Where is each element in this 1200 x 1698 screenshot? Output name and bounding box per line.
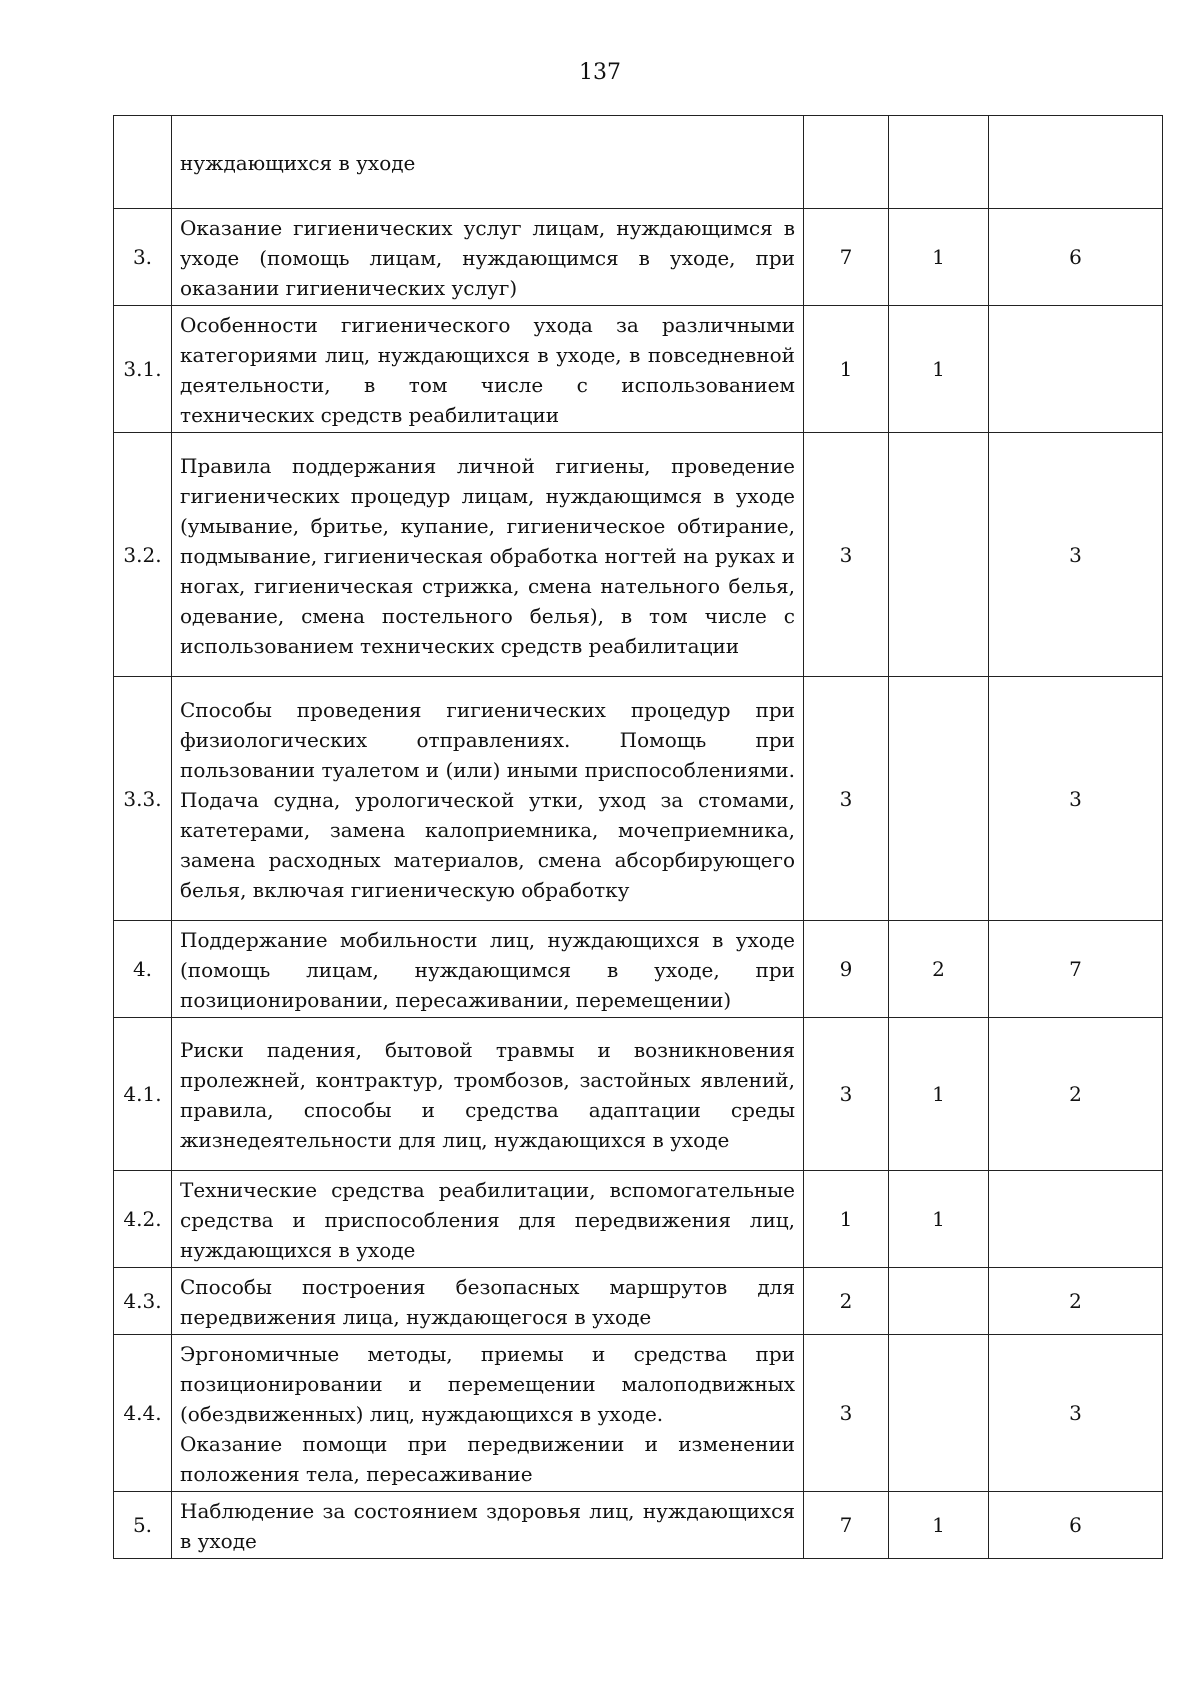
curriculum-table <box>113 115 1163 1559</box>
total-hours-cell: 9 <box>804 921 889 1018</box>
topic-cell: Эргономичные методы, приемы и средства при позиционировании и перемещении малоподвижных (обездвиженных) лиц, нуждающихся в уходе. Оказание помощи при передвижении и изменении положения тела, пересаживание <box>172 1335 804 1492</box>
table-row <box>114 1492 1163 1559</box>
practice-hours-cell: 6 <box>989 1492 1163 1559</box>
theory-hours-cell: 1 <box>889 1171 989 1268</box>
practice-hours-cell <box>989 1171 1163 1268</box>
topic-cell: Оказание гигиенических услуг лицам, нуждающимся в уходе (помощь лицам, нуждающимся в уходе, при оказании гигиенических услуг) <box>172 209 804 306</box>
row-number: 4. <box>114 921 172 1018</box>
total-hours-cell: 3 <box>804 1018 889 1171</box>
table-row <box>114 433 1163 677</box>
table-row <box>114 209 1163 306</box>
theory-hours-cell <box>889 433 989 677</box>
theory-hours-cell: 1 <box>889 1492 989 1559</box>
practice-hours-cell: 7 <box>989 921 1163 1018</box>
topic-cell: Наблюдение за состоянием здоровья лиц, нуждающихся в уходе <box>172 1492 804 1559</box>
table-row <box>114 1018 1163 1171</box>
theory-hours-cell <box>889 1268 989 1335</box>
practice-hours-cell: 2 <box>989 1268 1163 1335</box>
row-number: 3. <box>114 209 172 306</box>
row-number: 3.2. <box>114 433 172 677</box>
practice-hours-cell <box>989 306 1163 433</box>
total-hours-cell <box>804 116 889 209</box>
page-number: 137 <box>579 60 621 85</box>
topic-cell: Способы проведения гигиенических процедур при физиологических отправлениях. Помощь при пользовании туалетом и (или) иными приспособлениями. Подача судна, урологической утки, уход за стомами, катетерами, замена калоприемника, мочеприемника, замена расходных материалов, смена абсорбирующего белья, включая гигиеническую обработку <box>172 677 804 921</box>
table-row <box>114 1335 1163 1492</box>
row-number: 4.1. <box>114 1018 172 1171</box>
practice-hours-cell: 3 <box>989 433 1163 677</box>
row-number: 4.3. <box>114 1268 172 1335</box>
topic-cell: нуждающихся в уходе <box>172 116 804 209</box>
table-row <box>114 116 1163 209</box>
total-hours-cell: 7 <box>804 209 889 306</box>
total-hours-cell: 2 <box>804 1268 889 1335</box>
practice-hours-cell: 3 <box>989 1335 1163 1492</box>
theory-hours-cell <box>889 116 989 209</box>
topic-cell: Технические средства реабилитации, вспомогательные средства и приспособления для передвижения лиц, нуждающихся в уходе <box>172 1171 804 1268</box>
theory-hours-cell <box>889 1335 989 1492</box>
table-row <box>114 677 1163 921</box>
topic-cell: Способы построения безопасных маршрутов для передвижения лица, нуждающегося в уходе <box>172 1268 804 1335</box>
theory-hours-cell <box>889 677 989 921</box>
topic-cell: Правила поддержания личной гигиены, проведение гигиенических процедур лицам, нуждающимся в уходе (умывание, бритье, купание, гигиеническое обтирание, подмывание, гигиеническая обработка ногтей на руках и ногах, гигиеническая стрижка, смена нательного белья, одевание, смена постельного белья), в том числе с использованием технических средств реабилитации <box>172 433 804 677</box>
theory-hours-cell: 2 <box>889 921 989 1018</box>
theory-hours-cell: 1 <box>889 306 989 433</box>
row-number: 3.1. <box>114 306 172 433</box>
topic-cell: Поддержание мобильности лиц, нуждающихся в уходе (помощь лицам, нуждающимся в уходе, при позиционировании, пересаживании, перемещении) <box>172 921 804 1018</box>
total-hours-cell: 1 <box>804 306 889 433</box>
row-number: 3.3. <box>114 677 172 921</box>
total-hours-cell: 3 <box>804 677 889 921</box>
row-number: 4.2. <box>114 1171 172 1268</box>
row-number <box>114 116 172 209</box>
table-row <box>114 921 1163 1018</box>
table-row <box>114 1171 1163 1268</box>
theory-hours-cell: 1 <box>889 209 989 306</box>
topic-cell: Особенности гигиенического ухода за различными категориями лиц, нуждающихся в уходе, в повседневной деятельности, в том числе с использованием технических средств реабилитации <box>172 306 804 433</box>
total-hours-cell: 3 <box>804 433 889 677</box>
practice-hours-cell: 6 <box>989 209 1163 306</box>
practice-hours-cell: 3 <box>989 677 1163 921</box>
practice-hours-cell <box>989 116 1163 209</box>
row-number: 5. <box>114 1492 172 1559</box>
practice-hours-cell: 2 <box>989 1018 1163 1171</box>
theory-hours-cell: 1 <box>889 1018 989 1171</box>
table-row <box>114 306 1163 433</box>
row-number: 4.4. <box>114 1335 172 1492</box>
total-hours-cell: 7 <box>804 1492 889 1559</box>
topic-cell: Риски падения, бытовой травмы и возникновения пролежней, контрактур, тромбозов, застойных явлений, правила, способы и средства адаптации среды жизнедеятельности для лиц, нуждающихся в уходе <box>172 1018 804 1171</box>
table-row <box>114 1268 1163 1335</box>
total-hours-cell: 3 <box>804 1335 889 1492</box>
total-hours-cell: 1 <box>804 1171 889 1268</box>
